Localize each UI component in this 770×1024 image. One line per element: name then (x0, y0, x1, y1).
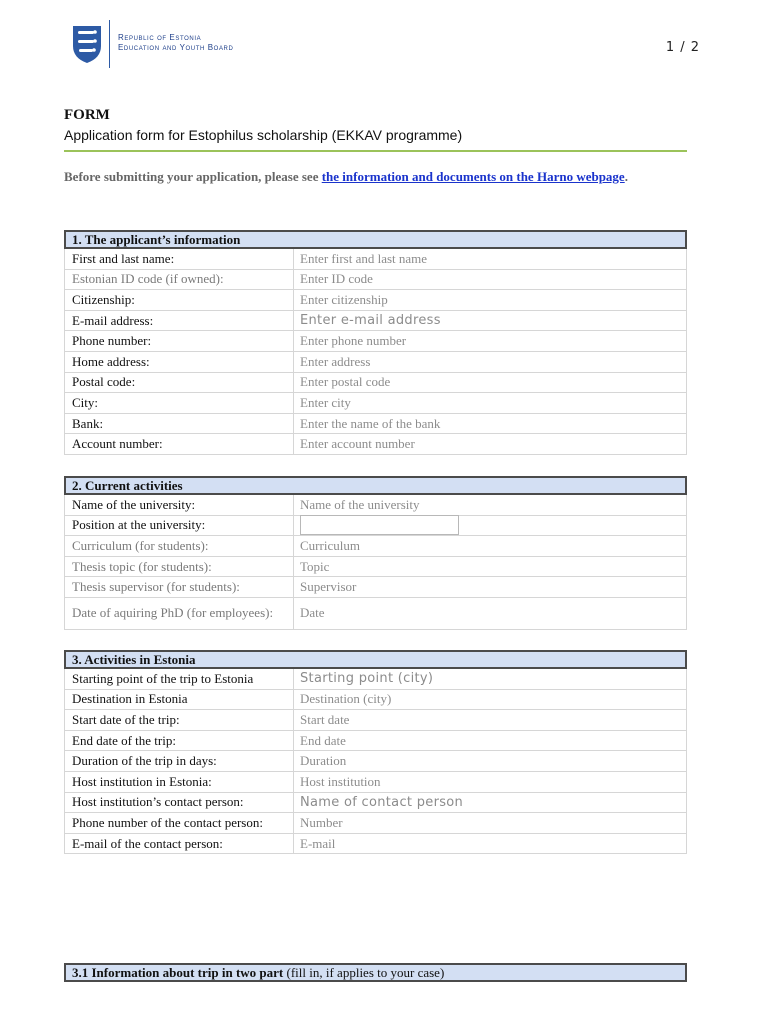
field-label: Starting point of the trip to Estonia (65, 669, 294, 689)
section-activities-in-estonia (64, 650, 687, 854)
field-input[interactable] (294, 516, 686, 536)
form-row (64, 331, 687, 352)
field-label: Host institution in Estonia: (65, 772, 294, 792)
field-label: Phone number: (65, 331, 294, 351)
form-row (64, 557, 687, 578)
field-label: Start date of the trip: (65, 710, 294, 730)
field-label: Estonian ID code (if owned): (65, 270, 294, 290)
field-label: Account number: (65, 434, 294, 454)
form-row (64, 710, 687, 731)
field-input[interactable]: Number (300, 814, 343, 830)
title-divider (64, 150, 687, 152)
field-input[interactable]: Name of contact person (300, 794, 464, 810)
field-label: Citizenship: (65, 290, 294, 310)
harno-webpage-link[interactable]: the information and documents on the Harno webpage (321, 169, 625, 184)
field-input[interactable]: Supervisor (300, 579, 357, 595)
form-row (64, 669, 687, 690)
field-label: Date of aquiring PhD (for employees): (65, 598, 294, 629)
field-label: E-mail address: (65, 311, 294, 331)
field-input[interactable]: Enter account number (300, 436, 415, 452)
field-label: Thesis topic (for students): (65, 557, 294, 577)
field-label: End date of the trip: (65, 731, 294, 751)
field-input[interactable]: Enter postal code (300, 374, 391, 390)
form-row (64, 393, 687, 414)
field-input[interactable]: Name of the university (300, 496, 420, 512)
form-row (64, 772, 687, 793)
field-input[interactable]: End date (300, 732, 346, 748)
form-row (64, 577, 687, 598)
field-label: Host institution’s contact person: (65, 793, 294, 813)
organization-name (118, 33, 233, 53)
field-input[interactable]: Curriculum (300, 537, 360, 553)
form-row (64, 813, 687, 834)
form-row (64, 434, 687, 455)
section-header (64, 963, 687, 982)
field-input[interactable]: Duration (300, 753, 347, 769)
field-input[interactable]: Date (300, 605, 325, 621)
form-row (64, 270, 687, 291)
field-label: Phone number of the contact person: (65, 813, 294, 833)
intro-text (64, 169, 628, 185)
field-input[interactable]: E-mail (300, 835, 336, 851)
section-header: 2. Current activities (64, 476, 687, 495)
position-input[interactable] (300, 515, 459, 535)
form-row (64, 598, 687, 630)
form-row (64, 690, 687, 711)
field-input[interactable]: Start date (300, 711, 350, 727)
estonia-coat-of-arms-icon (70, 24, 104, 64)
field-label: City: (65, 393, 294, 413)
field-label: Home address: (65, 352, 294, 372)
form-row (64, 352, 687, 373)
field-label: E-mail of the contact person: (65, 834, 294, 854)
field-input[interactable]: Host institution (300, 773, 381, 789)
field-label: Name of the university: (65, 495, 294, 515)
section-trip-two-parts (64, 963, 687, 982)
field-input[interactable]: Destination (city) (300, 691, 392, 707)
form-row (64, 290, 687, 311)
field-input[interactable]: Enter city (300, 394, 351, 410)
field-label: Thesis supervisor (for students): (65, 577, 294, 597)
form-row (64, 751, 687, 772)
page-header (70, 20, 700, 70)
field-input[interactable]: Enter ID code (300, 271, 373, 287)
field-input[interactable]: Enter the name of the bank (300, 415, 441, 431)
logo-divider (109, 20, 110, 68)
field-input[interactable]: Starting point (city) (300, 671, 434, 687)
form-row (64, 834, 687, 855)
form-row (64, 536, 687, 557)
field-input[interactable]: Enter citizenship (300, 291, 388, 307)
field-label: Position at the university: (65, 516, 294, 536)
section-header: 3. Activities in Estonia (64, 650, 687, 669)
field-input[interactable]: Enter first and last name (300, 250, 428, 266)
form-title: Application form for Estophilus scholarship (EKKAV programme) (64, 127, 463, 143)
field-label: Duration of the trip in days: (65, 751, 294, 771)
org-line-2: Education and Youth Board (118, 43, 234, 52)
field-label: Destination in Estonia (65, 690, 294, 710)
section-header: 1. The applicant’s information (64, 230, 687, 249)
field-input[interactable]: Topic (300, 558, 330, 574)
field-label: Curriculum (for students): (65, 536, 294, 556)
form-row (64, 311, 687, 332)
form-row (64, 414, 687, 435)
intro-suffix: . (624, 169, 628, 184)
form-row (64, 495, 687, 516)
form-row (64, 516, 687, 537)
section-current-activities (64, 476, 687, 630)
intro-prefix: Before submitting your application, please see (64, 169, 322, 184)
field-label: First and last name: (65, 249, 294, 269)
field-label: Postal code: (65, 373, 294, 393)
form-row (64, 373, 687, 394)
page-number: 1 / 2 (665, 40, 700, 55)
field-input[interactable]: Enter e-mail address (300, 313, 441, 329)
field-input[interactable]: Enter phone number (300, 333, 407, 349)
field-label: Bank: (65, 414, 294, 434)
form-row (64, 249, 687, 270)
form-label: FORM (64, 107, 110, 123)
section-note: (fill in, if applies to your case) (283, 965, 445, 980)
form-row (64, 793, 687, 814)
form-row (64, 731, 687, 752)
section-applicant-info (64, 230, 687, 455)
org-line-1: Republic of Estonia (118, 33, 202, 42)
field-input[interactable]: Enter address (300, 353, 371, 369)
section-title: 3.1 Information about trip in two part (72, 965, 284, 980)
